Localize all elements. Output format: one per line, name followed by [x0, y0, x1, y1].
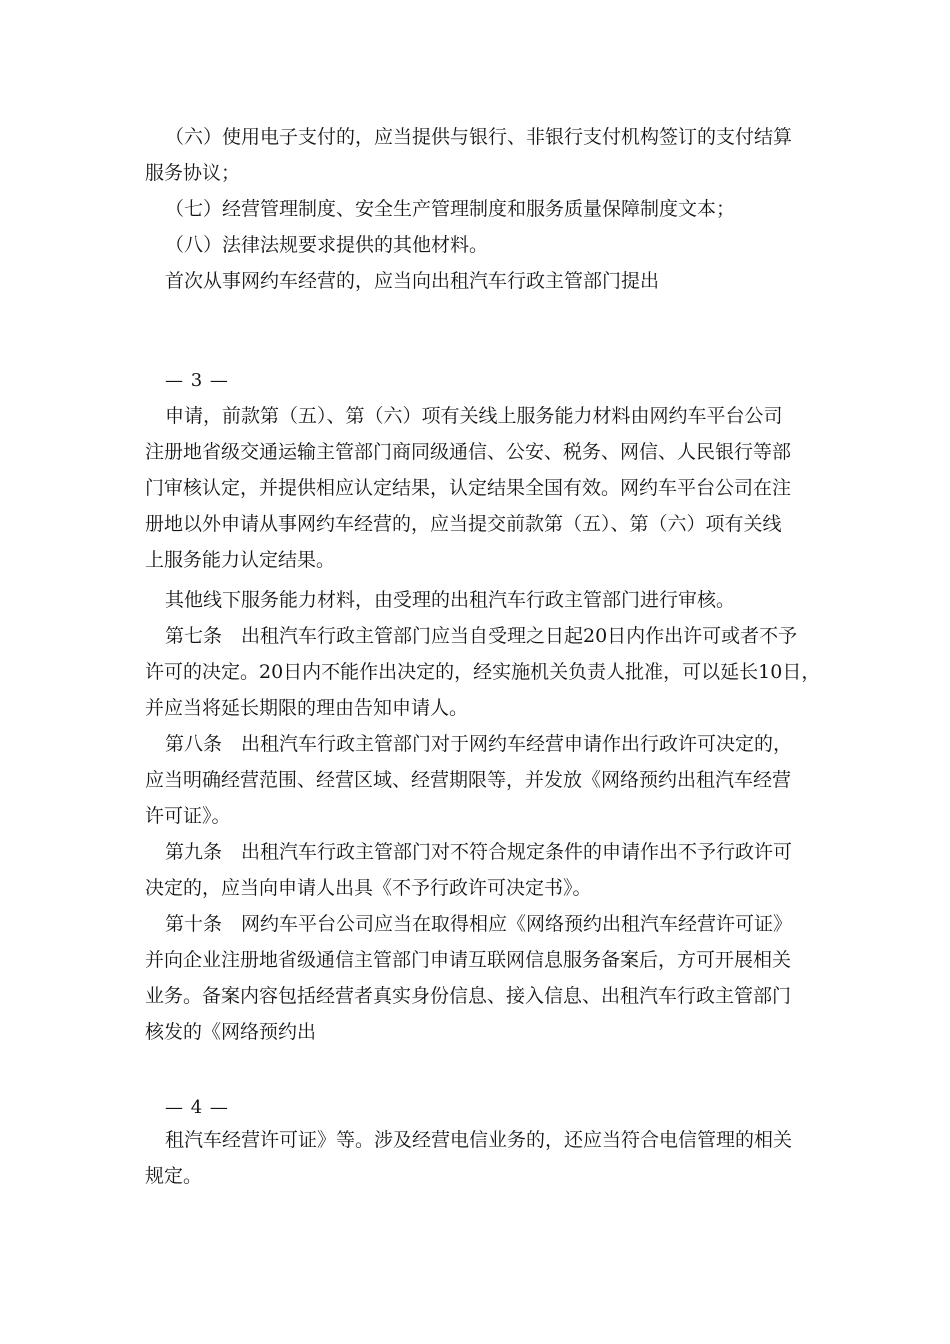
paragraph-line: 首次从事网约车经营的，应当向出租汽车行政主管部门提出: [165, 270, 660, 292]
paragraph-line: 决定的，应当向申请人出具《不予行政许可决定书》。: [145, 877, 592, 899]
article-heading-line: 第九条 出租汽车行政主管部门对不符合规定条件的申请作出不予行政许可: [165, 841, 793, 863]
paragraph-line: 上服务能力认定结果。: [145, 549, 336, 571]
paragraph-line: 服务协议；: [145, 162, 241, 184]
paragraph-line: （六）使用电子支付的，应当提供与银行、非银行支付机构签订的支付结算: [165, 126, 793, 148]
paragraph-line: 册地以外申请从事网约车经营的，应当提交前款第（五）、第（六）项有关线: [145, 513, 782, 535]
paragraph-line: 规定。: [145, 1165, 203, 1187]
paragraph-line: （七）经营管理制度、安全生产管理制度和服务质量保障制度文本；: [165, 198, 736, 220]
paragraph-line: 其他线下服务能力材料，由受理的出租汽车行政主管部门进行审核。: [165, 589, 736, 611]
paragraph-line: （八）法律法规要求提供的其他材料。: [165, 234, 489, 256]
paragraph-line: 许可证》。: [145, 805, 231, 827]
article-heading-line: 第十条 网约车平台公司应当在取得相应《网络预约出租汽车经营许可证》: [165, 913, 793, 935]
paragraph-line: 注册地省级交通运输主管部门商同级通信、公安、税务、网信、人民银行等部: [145, 441, 792, 463]
paragraph-line: 核发的《网络预约出: [145, 1021, 317, 1043]
article-heading-line: 第七条 出租汽车行政主管部门应当自受理之日起20日内作出许可或者不予: [165, 625, 798, 647]
article-heading-line: 第八条 出租汽车行政主管部门对于网约车经营申请作出行政许可决定的，: [165, 733, 793, 755]
paragraph-line: 门审核认定，并提供相应认定结果，认定结果全国有效。网约车平台公司在注: [145, 477, 792, 499]
paragraph-line: 申请，前款第（五）、第（六）项有关线上服务能力材料由网约车平台公司: [165, 405, 783, 427]
paragraph-line: 租汽车经营许可证》等。涉及经营电信业务的，还应当符合电信管理的相关: [165, 1129, 793, 1151]
paragraph-line: 许可的决定。20日内不能作出决定的，经实施机关负责人批准，可以延长10日，: [145, 661, 821, 683]
page-number: — 3 —: [165, 370, 229, 391]
paragraph-line: 业务。备案内容包括经营者真实身份信息、接入信息、出租汽车行政主管部门: [145, 985, 792, 1007]
paragraph-line: 并应当将延长期限的理由告知申请人。: [145, 697, 469, 719]
paragraph-line: 应当明确经营范围、经营区域、经营期限等，并发放《网络预约出租汽车经营: [145, 769, 792, 791]
page-number: — 4 —: [165, 1097, 229, 1118]
paragraph-line: 并向企业注册地省级通信主管部门申请互联网信息服务备案后，方可开展相关: [145, 949, 792, 971]
